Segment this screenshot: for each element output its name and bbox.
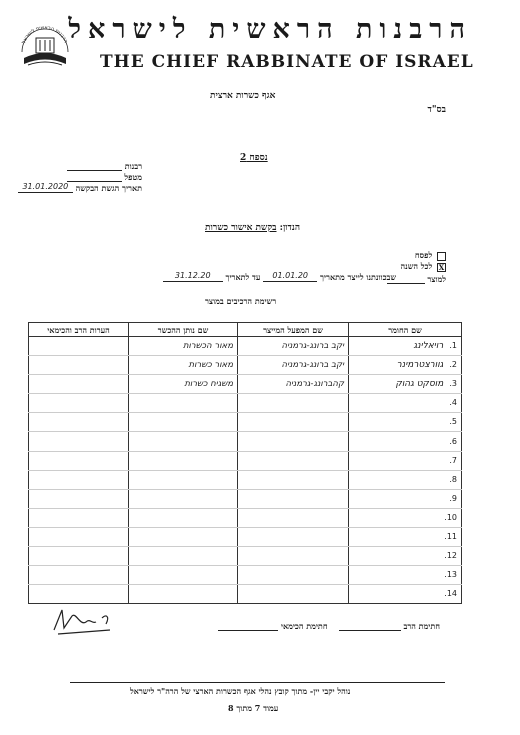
material-value: מוסקט גהוק: [395, 379, 444, 390]
cell-certifier[interactable]: [129, 413, 238, 432]
cell-certifier[interactable]: משגיח כשרות: [129, 375, 238, 394]
col-material: שם החומר: [349, 323, 462, 337]
cell-certifier[interactable]: [129, 432, 238, 451]
ingredients-table: [28, 322, 462, 604]
col-manufacturer: שם המפעל המייצר: [238, 323, 349, 337]
cell-notes[interactable]: [29, 356, 129, 375]
rabbi-signature-line[interactable]: [339, 620, 401, 631]
cell-material[interactable]: [349, 451, 462, 470]
title-hebrew: הרבנות הראשית לישראל: [68, 14, 472, 45]
chemist-signature-line[interactable]: [218, 620, 278, 631]
subject-line: [205, 222, 300, 233]
cell-manufacturer[interactable]: [238, 432, 349, 451]
cell-notes[interactable]: [29, 394, 129, 413]
material-value: גוורצטרמינר: [396, 360, 444, 371]
cell-manufacturer[interactable]: [238, 451, 349, 470]
table-row: [29, 337, 462, 356]
cell-material[interactable]: [349, 547, 462, 566]
period-row: [163, 271, 396, 282]
cell-manufacturer[interactable]: [238, 470, 349, 489]
from-date-value[interactable]: 01.01.20: [263, 271, 317, 282]
rabbi-signature-label: חתימת הרב: [403, 621, 440, 631]
cell-material[interactable]: [349, 489, 462, 508]
product-label: למוצר: [427, 274, 446, 284]
cell-certifier[interactable]: [129, 451, 238, 470]
cell-manufacturer[interactable]: [238, 585, 349, 604]
period-intro: שבכוונתנו לייצר מתאריך: [320, 272, 396, 282]
subject-prefix: הנדון:: [279, 223, 300, 233]
to-date-label: עד לתאריך: [225, 272, 261, 282]
table-row: [29, 489, 462, 508]
cell-certifier[interactable]: [129, 547, 238, 566]
request-date-value[interactable]: 31.01.2020: [18, 182, 73, 193]
cell-notes[interactable]: [29, 375, 129, 394]
row-number: 2.: [449, 360, 457, 370]
cell-material[interactable]: [349, 432, 462, 451]
row-number: 7.: [449, 455, 457, 465]
row-number: 12.: [444, 551, 457, 561]
cell-material[interactable]: [349, 356, 462, 375]
row-number: 14.: [444, 589, 457, 599]
title-english: THE CHIEF RABBINATE OF ISRAEL: [100, 52, 474, 72]
table-row: [29, 527, 462, 546]
passover-option[interactable]: [415, 250, 446, 261]
cell-material[interactable]: [349, 566, 462, 585]
rabbinate-logo: [16, 18, 74, 76]
table-row: [29, 356, 462, 375]
cell-manufacturer[interactable]: [238, 508, 349, 527]
cell-manufacturer[interactable]: יקב ברונג-גרמניה: [238, 356, 349, 375]
table-header-row: [29, 323, 462, 337]
cell-notes[interactable]: [29, 508, 129, 527]
cell-certifier[interactable]: מאור הכשרות: [129, 337, 238, 356]
col-certifier: שם נותן ההכשר: [129, 323, 238, 337]
table-row: [29, 547, 462, 566]
cell-notes[interactable]: [29, 470, 129, 489]
department-label: אגף כשרות ארצית: [210, 91, 276, 101]
row-number: 9.: [449, 493, 457, 503]
cell-certifier[interactable]: [129, 489, 238, 508]
cell-manufacturer[interactable]: [238, 566, 349, 585]
row-number: 1.: [449, 341, 457, 351]
passover-checkbox[interactable]: [437, 252, 446, 261]
table-row: [29, 394, 462, 413]
cell-notes[interactable]: [29, 489, 129, 508]
rabbinate-line[interactable]: [67, 160, 122, 171]
handler-line[interactable]: [67, 171, 122, 182]
cell-notes[interactable]: [29, 547, 129, 566]
cell-certifier[interactable]: [129, 527, 238, 546]
cell-certifier[interactable]: [129, 566, 238, 585]
cell-manufacturer[interactable]: יקב ברונג-גרמניה: [238, 337, 349, 356]
ingredients-list-title: רשימת הרכיבים במוצר: [205, 296, 277, 306]
logo-text: הרבנות הראשית לישראל: [21, 24, 69, 45]
appendix-label: נספח 2: [240, 153, 268, 163]
all-year-label: לכל השנה: [400, 261, 433, 271]
cell-notes[interactable]: [29, 413, 129, 432]
request-date-field: [18, 182, 142, 193]
table-row: [29, 451, 462, 470]
page-number: עמוד 7 מתוך 8: [228, 703, 279, 713]
rabbinate-field: [67, 160, 142, 171]
cell-material[interactable]: [349, 527, 462, 546]
cell-notes[interactable]: [29, 451, 129, 470]
cell-notes[interactable]: [29, 337, 129, 356]
footer-text: נוהל יקבי יין- מתוך קובץ נהלי אגף הכשרות הארצי של הרה"ר לישראל: [130, 686, 351, 696]
all-year-option[interactable]: [401, 261, 446, 272]
cell-material[interactable]: [349, 585, 462, 604]
handler-field: [67, 171, 142, 182]
col-notes: הערות הרב והכימאי: [29, 323, 129, 337]
cell-manufacturer[interactable]: [238, 413, 349, 432]
cell-notes[interactable]: [29, 432, 129, 451]
table-row: [29, 470, 462, 489]
chemist-signature-label: חתימת הכימאי: [280, 621, 328, 631]
cell-manufacturer[interactable]: [238, 547, 349, 566]
cell-material[interactable]: [349, 413, 462, 432]
cell-certifier[interactable]: [129, 585, 238, 604]
material-value: רויאלינג: [413, 341, 444, 352]
row-number: 6.: [449, 436, 457, 446]
request-date-label: תאריך הגשת הבקשה: [75, 183, 142, 193]
row-number: 10.: [444, 512, 457, 522]
signature-row: [60, 620, 440, 631]
cell-manufacturer[interactable]: קהברונג-גרמניה: [238, 375, 349, 394]
table-row: [29, 375, 462, 394]
cell-manufacturer[interactable]: [238, 489, 349, 508]
handler-label: מטפל: [124, 172, 142, 182]
cell-material[interactable]: [349, 375, 462, 394]
table-row: [29, 413, 462, 432]
cell-material[interactable]: [349, 337, 462, 356]
cell-material[interactable]: [349, 508, 462, 527]
cell-certifier[interactable]: [129, 470, 238, 489]
row-number: 11.: [444, 531, 457, 541]
passover-label: לפסח: [414, 250, 433, 260]
row-number: 4.: [449, 398, 457, 408]
bsd-mark: בס"ד: [427, 105, 446, 115]
cell-manufacturer[interactable]: [238, 527, 349, 546]
cell-notes[interactable]: [29, 527, 129, 546]
table-row: [29, 566, 462, 585]
cell-material[interactable]: [349, 470, 462, 489]
cell-certifier[interactable]: מאור כשרות: [129, 356, 238, 375]
cell-material[interactable]: [349, 394, 462, 413]
all-year-checkbox[interactable]: X: [438, 262, 445, 272]
row-number: 3.: [449, 379, 457, 389]
to-date-value[interactable]: 31.12.20: [163, 271, 223, 282]
cell-certifier[interactable]: [129, 508, 238, 527]
row-number: 5.: [449, 417, 457, 427]
cell-notes[interactable]: [29, 566, 129, 585]
table-row: [29, 432, 462, 451]
row-number: 13.: [444, 570, 457, 580]
cell-certifier[interactable]: [129, 394, 238, 413]
subject-value: בקשת אישור כשרות: [205, 223, 277, 233]
rabbinate-label: רבנות: [124, 161, 142, 171]
table-row: [29, 508, 462, 527]
cell-manufacturer[interactable]: [238, 394, 349, 413]
row-number: 8.: [449, 474, 457, 484]
footer-divider: [70, 682, 445, 683]
